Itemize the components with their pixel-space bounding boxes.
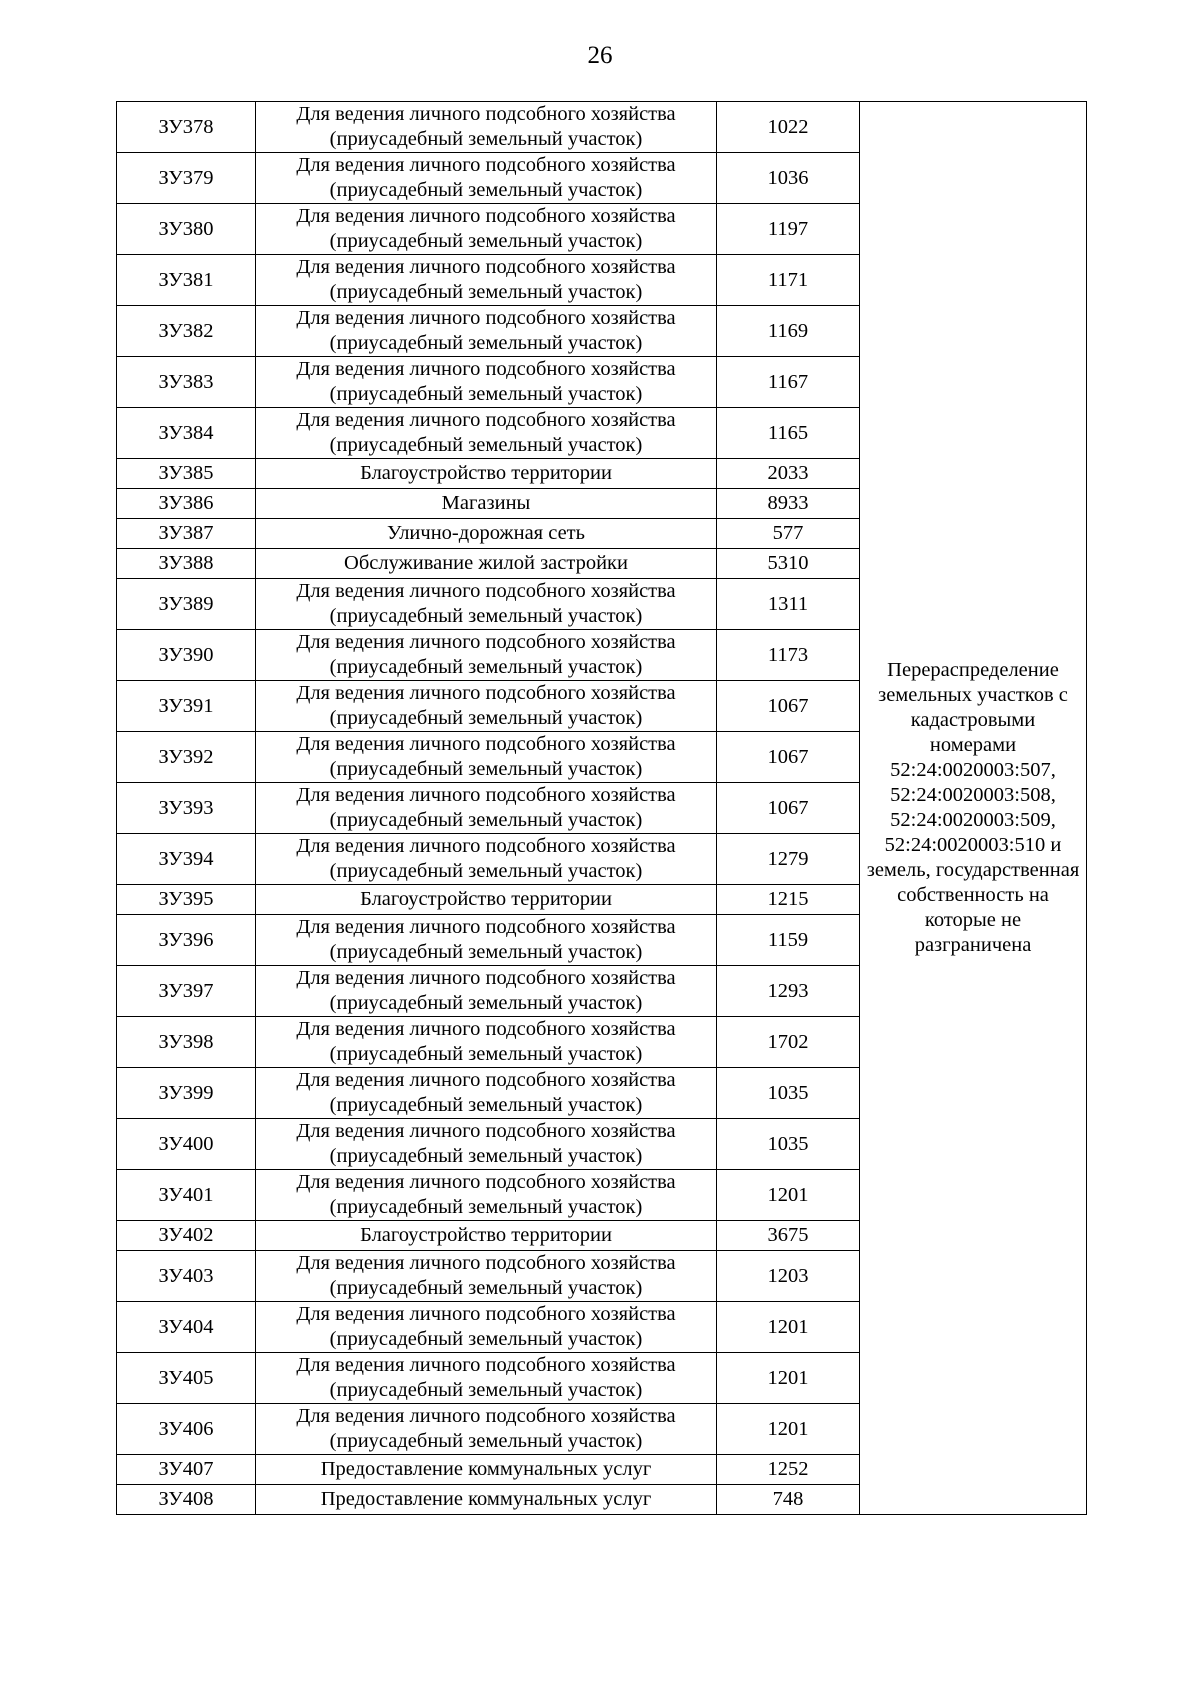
plot-id-cell: ЗУ384 <box>117 408 256 459</box>
permitted-use-cell: Для ведения личного подсобного хозяйства (приусадебный земельный участок) <box>256 255 717 306</box>
page-number: 26 <box>587 42 613 69</box>
area-cell: 1279 <box>717 834 860 885</box>
plot-id-cell: ЗУ401 <box>117 1170 256 1221</box>
permitted-use-cell: Для ведения личного подсобного хозяйства (приусадебный земельный участок) <box>256 1068 717 1119</box>
permitted-use-cell: Для ведения личного подсобного хозяйства (приусадебный земельный участок) <box>256 153 717 204</box>
table-row <box>117 102 1087 153</box>
plot-id-cell: ЗУ404 <box>117 1302 256 1353</box>
plot-id-cell: ЗУ382 <box>117 306 256 357</box>
area-cell: 1702 <box>717 1017 860 1068</box>
permitted-use-cell: Благоустройство территории <box>256 885 717 915</box>
permitted-use-cell: Для ведения личного подсобного хозяйства (приусадебный земельный участок) <box>256 306 717 357</box>
permitted-use-cell: Для ведения личного подсобного хозяйства (приусадебный земельный участок) <box>256 102 717 153</box>
plot-id-cell: ЗУ381 <box>117 255 256 306</box>
area-cell: 1201 <box>717 1170 860 1221</box>
area-cell: 1169 <box>717 306 860 357</box>
plot-id-cell: ЗУ387 <box>117 519 256 549</box>
permitted-use-cell: Предоставление коммунальных услуг <box>256 1455 717 1485</box>
plot-id-cell: ЗУ380 <box>117 204 256 255</box>
plot-id-cell: ЗУ383 <box>117 357 256 408</box>
permitted-use-cell: Для ведения личного подсобного хозяйства (приусадебный земельный участок) <box>256 681 717 732</box>
area-cell: 1201 <box>717 1302 860 1353</box>
formation-method-cell: Перераспределение земельных участков с кадастровыми номерами 52:24:0020003:507, 52:24:0020003:508, 52:24:0020003:509, 52:24:0020003:510 и земель, государственная собственность на которые не разграничена <box>860 102 1087 1515</box>
area-cell: 1035 <box>717 1119 860 1170</box>
area-cell: 1067 <box>717 732 860 783</box>
permitted-use-cell: Для ведения личного подсобного хозяйства (приусадебный земельный участок) <box>256 408 717 459</box>
plot-id-cell: ЗУ386 <box>117 489 256 519</box>
permitted-use-cell: Для ведения личного подсобного хозяйства (приусадебный земельный участок) <box>256 783 717 834</box>
area-cell: 1215 <box>717 885 860 915</box>
permitted-use-cell: Магазины <box>256 489 717 519</box>
permitted-use-cell: Для ведения личного подсобного хозяйства (приусадебный земельный участок) <box>256 579 717 630</box>
area-cell: 1293 <box>717 966 860 1017</box>
plot-id-cell: ЗУ407 <box>117 1455 256 1485</box>
area-cell: 1173 <box>717 630 860 681</box>
permitted-use-cell: Для ведения личного подсобного хозяйства (приусадебный земельный участок) <box>256 630 717 681</box>
area-cell: 1022 <box>717 102 860 153</box>
plot-id-cell: ЗУ398 <box>117 1017 256 1068</box>
permitted-use-cell: Для ведения личного подсобного хозяйства (приусадебный земельный участок) <box>256 1251 717 1302</box>
plot-id-cell: ЗУ406 <box>117 1404 256 1455</box>
land-plots-table <box>116 101 1087 1515</box>
area-cell: 577 <box>717 519 860 549</box>
permitted-use-cell: Для ведения личного подсобного хозяйства (приусадебный земельный участок) <box>256 834 717 885</box>
area-cell: 1252 <box>717 1455 860 1485</box>
plot-id-cell: ЗУ390 <box>117 630 256 681</box>
permitted-use-cell: Для ведения личного подсобного хозяйства (приусадебный земельный участок) <box>256 1353 717 1404</box>
permitted-use-cell: Для ведения личного подсобного хозяйства (приусадебный земельный участок) <box>256 1170 717 1221</box>
plot-id-cell: ЗУ393 <box>117 783 256 834</box>
table-body <box>117 102 1087 1515</box>
permitted-use-cell: Для ведения личного подсобного хозяйства (приусадебный земельный участок) <box>256 966 717 1017</box>
plot-id-cell: ЗУ392 <box>117 732 256 783</box>
permitted-use-cell: Для ведения личного подсобного хозяйства (приусадебный земельный участок) <box>256 1404 717 1455</box>
permitted-use-cell: Для ведения личного подсобного хозяйства (приусадебный земельный участок) <box>256 732 717 783</box>
permitted-use-cell: Благоустройство территории <box>256 459 717 489</box>
area-cell: 748 <box>717 1485 860 1515</box>
plot-id-cell: ЗУ403 <box>117 1251 256 1302</box>
permitted-use-cell: Для ведения личного подсобного хозяйства (приусадебный земельный участок) <box>256 1017 717 1068</box>
area-cell: 1201 <box>717 1404 860 1455</box>
plot-id-cell: ЗУ388 <box>117 549 256 579</box>
permitted-use-cell: Для ведения личного подсобного хозяйства (приусадебный земельный участок) <box>256 915 717 966</box>
plot-id-cell: ЗУ378 <box>117 102 256 153</box>
area-cell: 1165 <box>717 408 860 459</box>
area-cell: 5310 <box>717 549 860 579</box>
area-cell: 1159 <box>717 915 860 966</box>
permitted-use-cell: Улично-дорожная сеть <box>256 519 717 549</box>
area-cell: 1167 <box>717 357 860 408</box>
permitted-use-cell: Благоустройство территории <box>256 1221 717 1251</box>
plot-id-cell: ЗУ389 <box>117 579 256 630</box>
area-cell: 1201 <box>717 1353 860 1404</box>
area-cell: 3675 <box>717 1221 860 1251</box>
area-cell: 1035 <box>717 1068 860 1119</box>
plot-id-cell: ЗУ391 <box>117 681 256 732</box>
plot-id-cell: ЗУ400 <box>117 1119 256 1170</box>
permitted-use-cell: Обслуживание жилой застройки <box>256 549 717 579</box>
permitted-use-cell: Для ведения личного подсобного хозяйства (приусадебный земельный участок) <box>256 1302 717 1353</box>
plot-id-cell: ЗУ408 <box>117 1485 256 1515</box>
plot-id-cell: ЗУ396 <box>117 915 256 966</box>
plot-id-cell: ЗУ399 <box>117 1068 256 1119</box>
plot-id-cell: ЗУ385 <box>117 459 256 489</box>
area-cell: 1067 <box>717 783 860 834</box>
area-cell: 1203 <box>717 1251 860 1302</box>
area-cell: 8933 <box>717 489 860 519</box>
permitted-use-cell: Для ведения личного подсобного хозяйства (приусадебный земельный участок) <box>256 357 717 408</box>
plot-id-cell: ЗУ402 <box>117 1221 256 1251</box>
plot-id-cell: ЗУ379 <box>117 153 256 204</box>
plot-id-cell: ЗУ397 <box>117 966 256 1017</box>
plot-id-cell: ЗУ405 <box>117 1353 256 1404</box>
plot-id-cell: ЗУ394 <box>117 834 256 885</box>
area-cell: 1311 <box>717 579 860 630</box>
area-cell: 1171 <box>717 255 860 306</box>
permitted-use-cell: Для ведения личного подсобного хозяйства (приусадебный земельный участок) <box>256 1119 717 1170</box>
area-cell: 2033 <box>717 459 860 489</box>
permitted-use-cell: Для ведения личного подсобного хозяйства (приусадебный земельный участок) <box>256 204 717 255</box>
area-cell: 1036 <box>717 153 860 204</box>
area-cell: 1197 <box>717 204 860 255</box>
plot-id-cell: ЗУ395 <box>117 885 256 915</box>
permitted-use-cell: Предоставление коммунальных услуг <box>256 1485 717 1515</box>
area-cell: 1067 <box>717 681 860 732</box>
